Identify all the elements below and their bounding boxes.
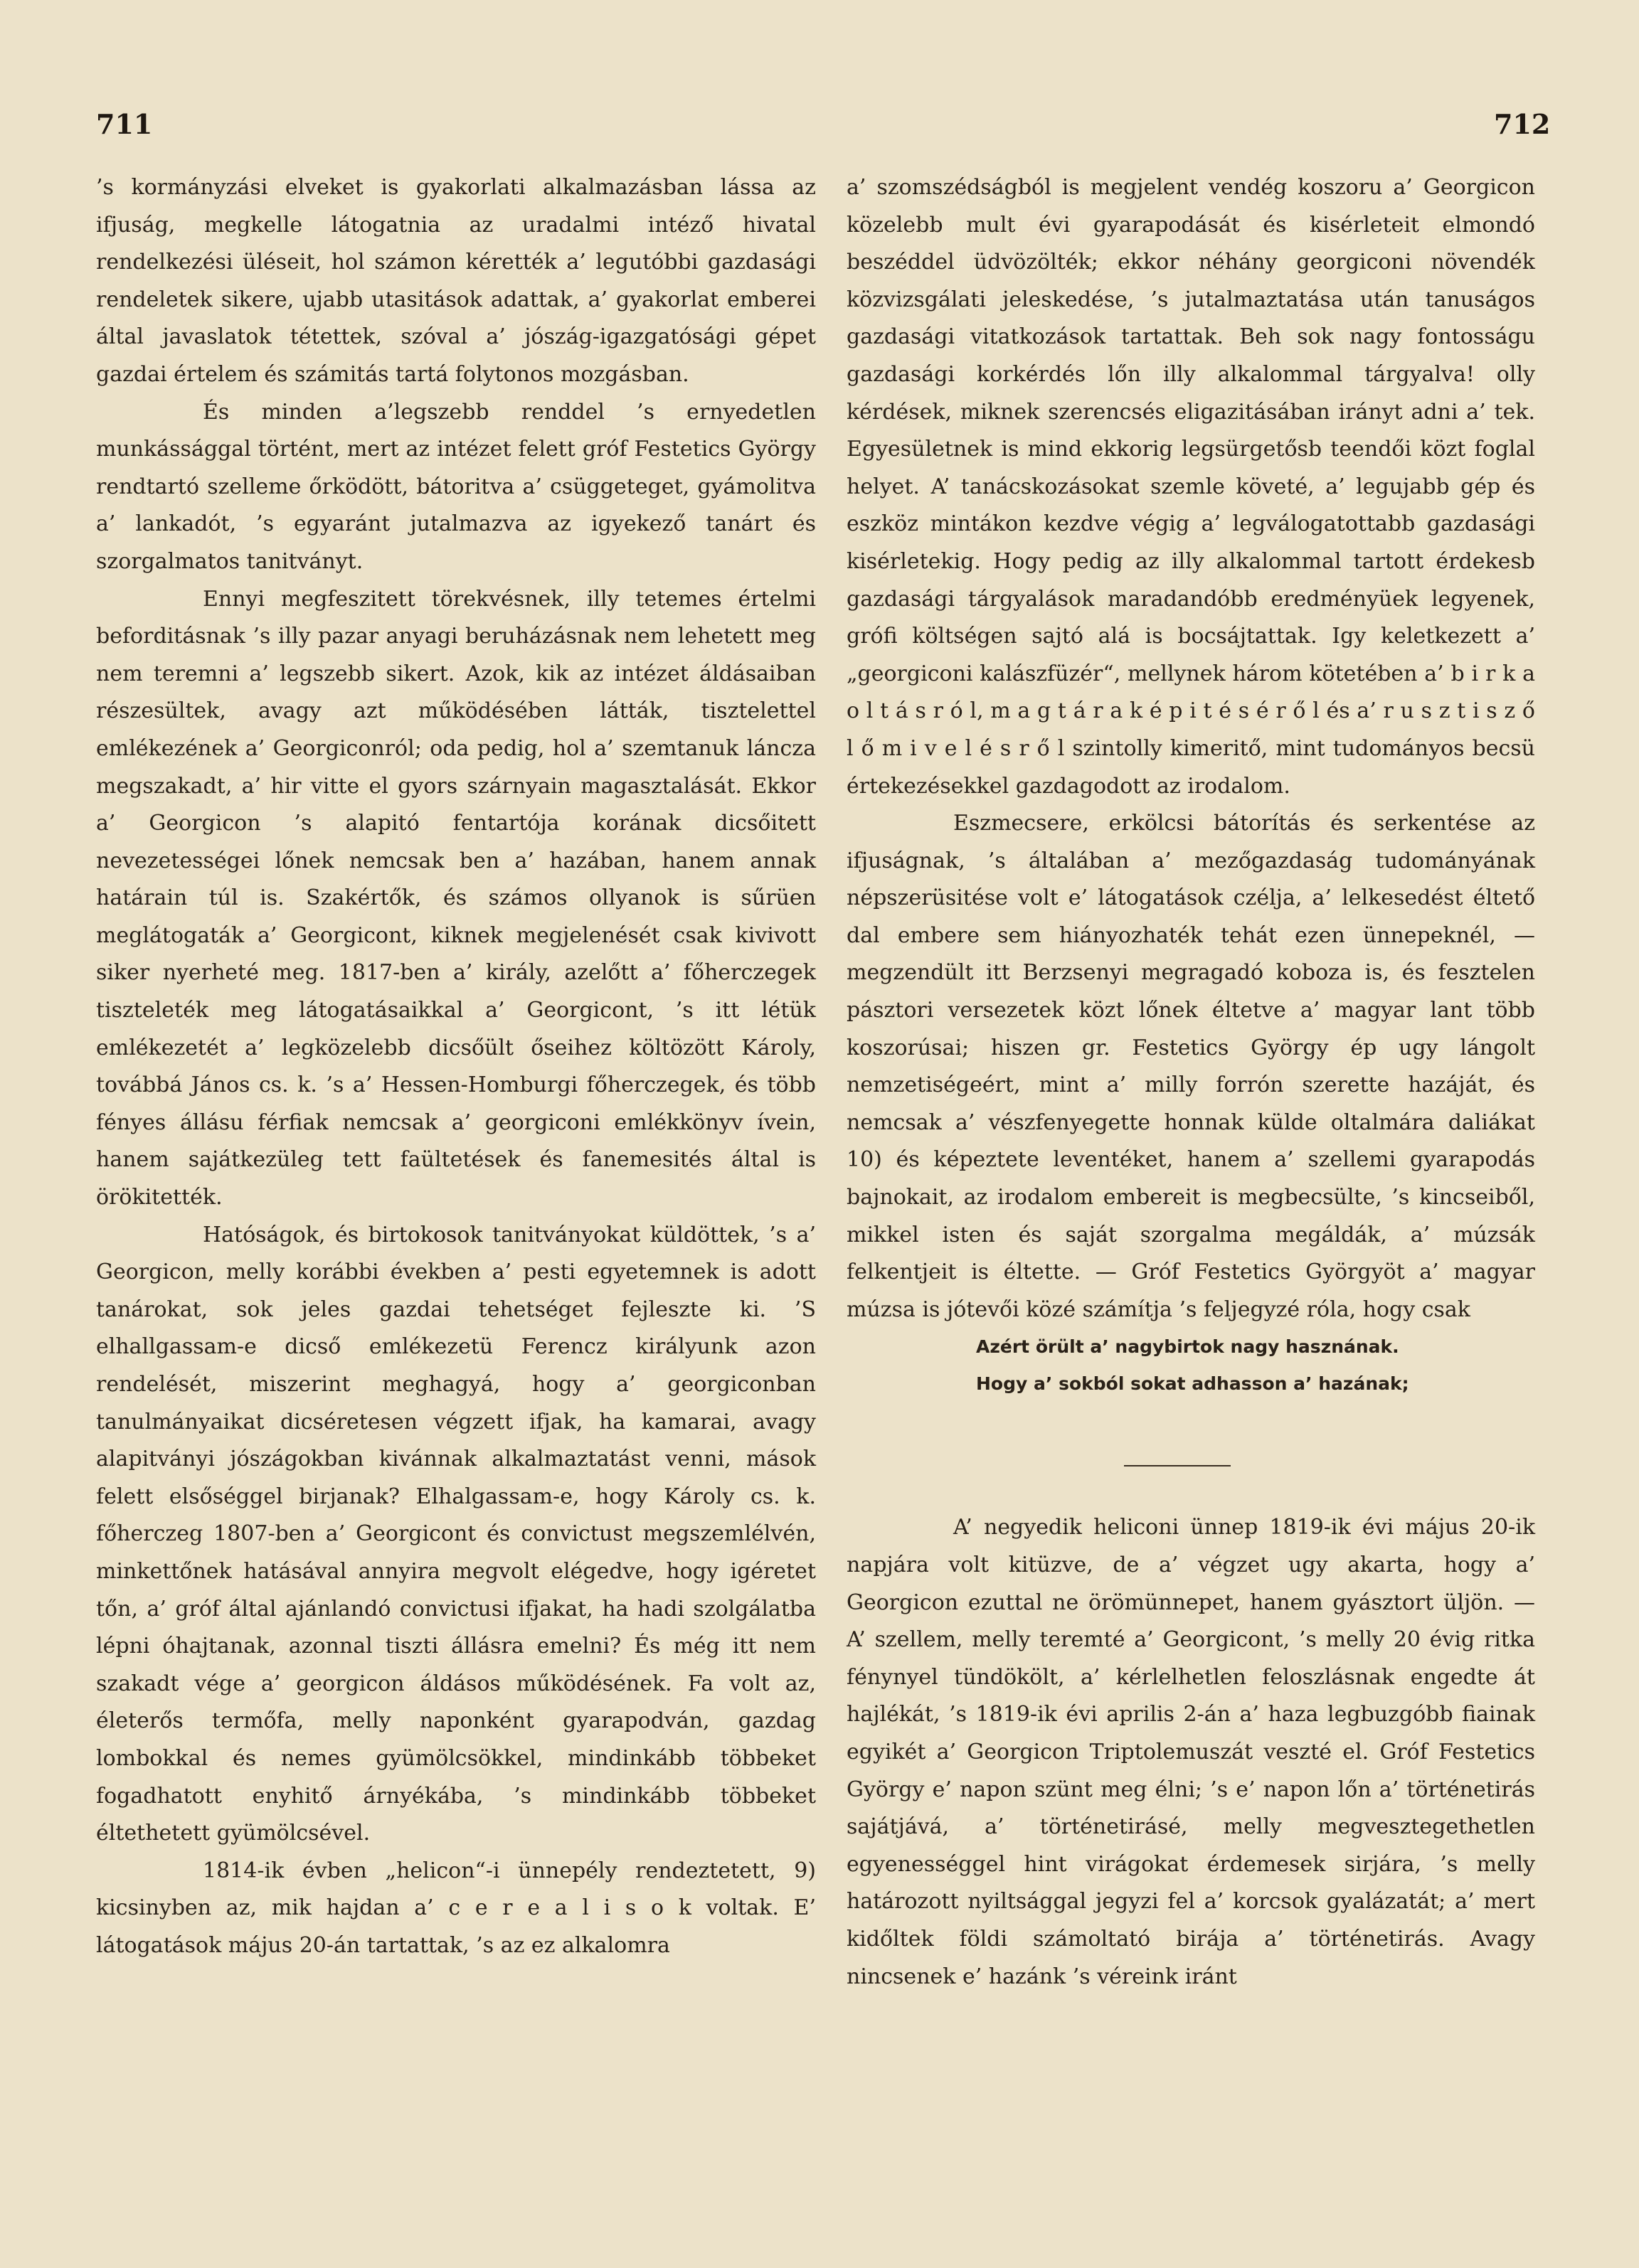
paragraph: 1814-ik évben „helicon“-i ünnepély rendeztetett, 9) kicsinyben az, mik hajdan a’ c e r e a l i s o k voltak. E’ látogatások május 20-án tartattak, ’s az ez alkalomra xyxy=(96,1858,816,1958)
paragraph: a’ szomszédságból is megjelent vendég koszoru a’ Georgicon közelebb mult évi gyarapodását és kisérleteit elmondó beszéddel üdvözölték; ekkor néhány georgiconi növendék közvizsgálati jeleskedése, ’s jutalmaztatása után tanuságos gazdasági vitatkozások tartattak. Beh sok nagy fontosságu gazdasági korkérdés lőn illy alkalommal tárgyalva! olly kérdések, miknek szerencsés eligazitásában irányt adni a’ tek. Egyesületnek is mind ekkorig legsürgetősb teendői közt foglal helyet. A’ tanácskozásokat szemle követé, a’ legujabb gép és eszköz mintákon kezdve végig a’ legválogatottabb gazdasági kisérletekig. Hogy pedig az illy alkalommal tartott érdekesb gazdasági tárgyalások maradandóbb eredményüek legyenek, grófi költségen sajtó alá is bocsájtattak. Igy keletkezett a’ „georgiconi kalászfüzér“, mellynek három kötetében a’ b i r k a o l t á s r ó l, m a g t á r a k é p i t é s é r ő l és a’ r u s z t i s z ő l ő m i v e l é s r ő l szintolly kimeritő, mint tudományos becsü értekezésekkel gazdagodott az irodalom. xyxy=(847,175,1535,799)
paragraph: Eszmecsere, erkölcsi bátorítás és serkentése az ifjuságnak, ’s általában a’ mezőgazdaság tudományának népszerüsitése volt e’ látogatások czélja, a’ lelkesedést éltető dal embere sem hiányozhaték tehát ezen ünnepeknél, — megzendült itt Berzsenyi megragadó koboza is, és fesztelen pásztori versezetek közt lőnek éltetve a’ magyar lant több koszorúsai; hiszen gr. Festetics György ép ugy lángolt nemzetiségeért, mint a’ milly forrón szerette hazáját, és nemcsak a’ vészfenyegette honnak külde oltalmára daliákat 10) és képeztete leventéket, hanem a’ szellemi gyarapodás bajnokait, az irodalom embereit is megbecsülte, ’s kincseiből, mikkel isten és saját szorgalma megáldák, a’ múzsák felkentjeit is éltette. — Gróf Festetics Györgyöt a’ magyar múzsa is jótevői közé számítja ’s feljegyzé róla, hogy csak xyxy=(847,811,1535,1322)
page-number-left: 711 xyxy=(96,108,153,140)
divider-rule xyxy=(1124,1465,1231,1466)
paragraph: Hatóságok, és birtokosok tanitványokat küldöttek, ’s a’ Georgicon, melly korábbi években a’ pesti egyetemnek is adott tanárokat, sok jeles gazdai tehetséget fejleszte ki. ’S elhallgassam-e dicső emlékezetü Ferencz királyunk azon rendelését, miszerint meghagyá, hogy a’ georgiconban tanulmányaikat dicséretesen végzett ifjak, ha kamarai, avagy alapitványi jószágokban kivánnak alkalmaztatást venni, mások felett elsőséggel birjanak? Elhalgassam-e, hogy Károly cs. k. főherczeg 1807-ben a’ Georgicont és convictust megszemlélvén, minkettőnek hatásával annyira megvolt elégedve, hogy igéretet tőn, a’ gróf által ajánlandó convictusi ifjakat, ha hadi szolgálatba lépni óhajtanak, azonnal tiszti állásra emelni? És még itt nem szakadt vége a’ georgicon áldásos működésének. Fa volt az, életerős termőfa, melly naponként gyarapodván, gazdag lombokkal és nemes gyümölcsökkel, mindinkább többeket fogadhatott enyhitő árnyékába, ’s mindinkább többeket éltethetett gyümölcsével. xyxy=(96,1222,816,1846)
paragraph: És minden a’legszebb renddel ’s ernyedetlen munkássággal történt, mert az intézet felett gróf Festetics György rendtartó szelleme őrködött, bátoritva a’ csüggeteget, gyámolitva a’ lankadót, ’s egyaránt jutalmazva az igyekező tanárt és szorgalmatos tanitványt. xyxy=(96,399,816,574)
paragraph: A’ negyedik heliconi ünnep 1819-ik évi május 20-ik napjára volt kitüzve, de a’ végzet ugy akarta, hogy a’ Georgicon ezuttal ne örömünnepet, hanem gyásztort üljön. — A’ szellem, melly teremté a’ Georgicont, ’s melly 20 évig ritka fénynyel tündökölt, a’ kérlelhetlen feloszlásnak engedte át hajlékát, ’s 1819-ik évi aprilis 2-án a’ haza legbuzgóbb fiainak egyikét a’ Georgicon Triptolemuszát veszté el. Gróf Festetics György e’ napon szünt meg élni; ’s e’ napon lőn a’ történetirás sajátjává, a’ történetirásé, melly megvesztegethetlen egyenességgel hint virágokat érdemesek sirjára, ’s melly határozott nyiltsággal jegyzi fel a’ korcsok gyalázatát; a’ mert kidőltek földi számoltató birája a’ történetirás. Avagy nincsenek e’ hazánk ’s véreink iránt xyxy=(847,1515,1535,1989)
left-column xyxy=(96,169,816,1965)
paragraph: ’s kormányzási elveket is gyakorlati alkalmazásban lássa az ifjuság, megkelle látogatnia az uradalmi intéző hivatal rendelkezési üléseit, hol számon kérették a’ legutóbbi gazdasági rendeletek sikere, ujabb utasitások adattak, a’ gyakorlat emberei által javaslatok tétettek, szóval a’ jószág-igazgatósági gépet gazdai értelem és számitás tartá folytonos mozgásban. xyxy=(96,175,816,387)
paragraph: Ennyi megfeszitett törekvésnek, illy tetemes értelmi beforditásnak ’s illy pazar anyagi beruházásnak nem lehetett meg nem teremni a’ legszebb sikert. Azok, kik az intézet áldásaiban részesültek, avagy azt működésében látták, tisztelettel emlékezének a’ Georgiconról; oda pedig, hol a’ szemtanuk láncza megszakadt, a’ hir vitte el gyors szárnyain magasztalását. Ekkor a’ Georgicon ’s alapitó fentartója korának dicsőitett nevezetességei lőnek nemcsak ben a’ hazában, hanem annak határain túl is. Szakértők, és számos ollyanok is sűrüen meglátogaták a’ Georgicont, kiknek megjelenését csak kivivott siker nyerheté meg. 1817-ben a’ király, azelőtt a’ főherczegek tiszteleték meg látogatásaikkal a’ Georgicont, ’s itt létük emlékezetét a’ legközelebb dicsőült őseihez költözött Károly, továbbá János cs. k. ’s a’ Hessen-Homburgi főherczegek, és több fényes állásu férfiak nemcsak a’ georgiconi emlékkönyv ívein, hanem sajátkezüleg tett faültetések és fanemesités által is örökitették. xyxy=(96,586,816,1210)
page-number-right: 712 xyxy=(1494,108,1551,140)
right-column xyxy=(847,169,1535,1996)
section-divider xyxy=(847,1402,1535,1509)
verse-quote xyxy=(976,1329,1535,1402)
verse-line: Hogy a’ sokból sokat adhasson a’ hazának; xyxy=(976,1373,1409,1395)
verse-line: Azért örült a’ nagybirtok nagy hasznának. xyxy=(976,1336,1399,1358)
